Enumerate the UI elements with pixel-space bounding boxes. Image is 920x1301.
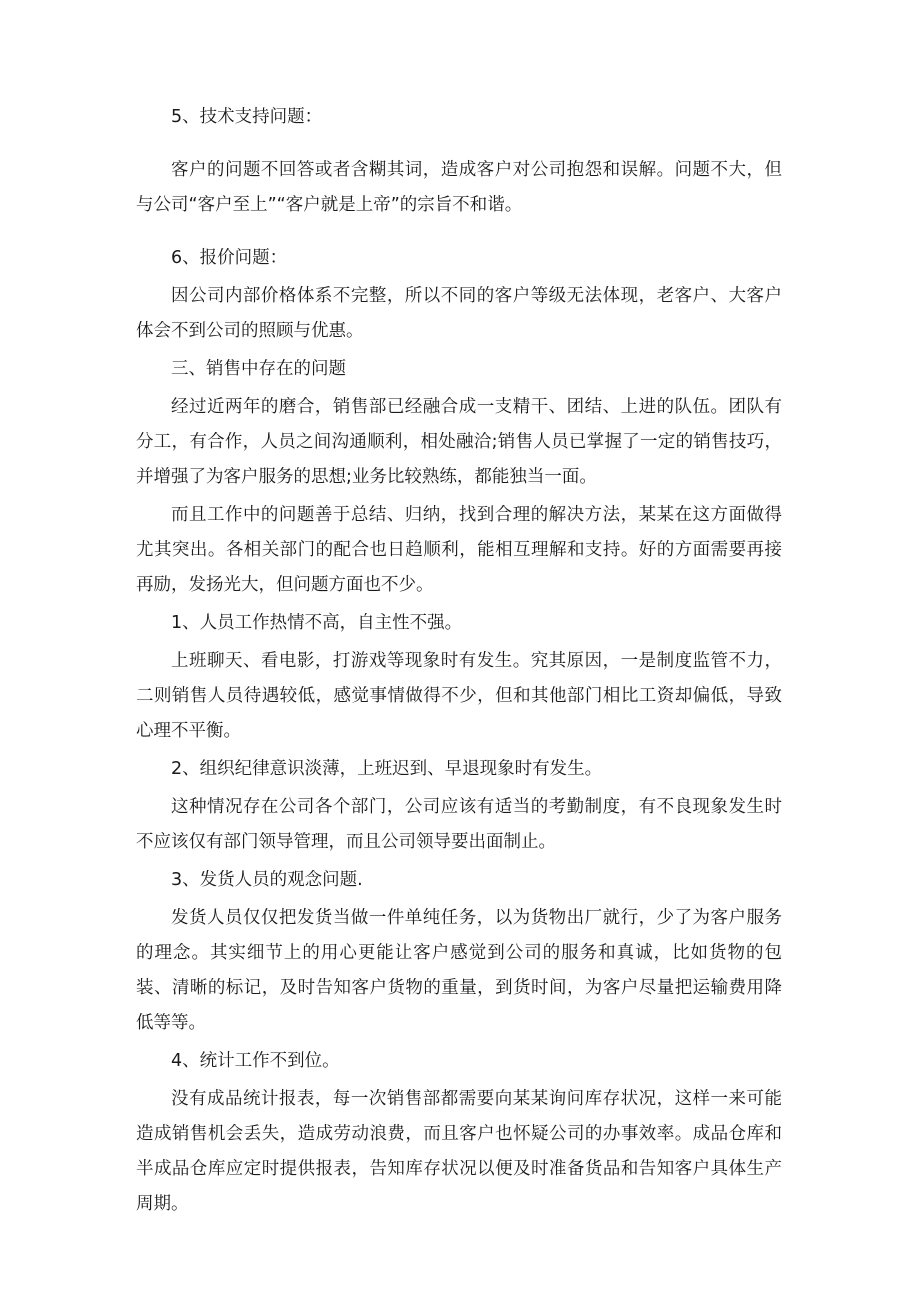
item-heading-enthusiasm: 1、人员工作热情不高，自主性不强。 [171,613,463,633]
paragraph-quotation: 因公司内部价格体系不完整，所以不同的客户等级无法体现，老客户、大客户体会不到公司的照顾与优惠。 [136,286,782,341]
paragraph-enthusiasm: 上班聊天、看电影，打游戏等现象时有发生。究其原因，一是制度监管不力，二则销售人员待遇较低，感觉事情做得不少，但和其他部门相比工资却偏低，导致心理不平衡。 [136,651,782,741]
paragraph-discipline: 这种情况存在公司各个部门，公司应该有适当的考勤制度，有不良现象发生时不应该仅有部门领导管理，而且公司领导要出面制止。 [136,797,782,852]
item-heading-shipping: 3、发货人员的观念问题. [171,870,363,890]
item-heading-discipline: 2、组织纪律意识淡薄，上班迟到、早退现象时有发生。 [171,759,603,779]
section-heading-quotation: 6、报价问题： [171,248,288,268]
item-heading-statistics: 4、统计工作不到位。 [171,1051,340,1071]
section-heading-sales-problems: 三、销售中存在的问题 [171,359,346,379]
paragraph-sales-summary: 而且工作中的问题善于总结、归纳，找到合理的解决方法，某某在这方面做得尤其突出。各相关部门的配合也日趋顺利，能相互理解和支持。好的方面需要再接再励，发扬光大，但问题方面也不少。 [136,505,782,595]
paragraph-statistics: 没有成品统计报表，每一次销售部都需要向某某询问库存状况，这样一来可能造成销售机会丢失，造成劳动浪费，而且客户也怀疑公司的办事效率。成品仓库和半成品仓库应定时提供报表，告知库存状况以便及时准备货品和告知客户具体生产周期。 [136,1089,782,1214]
paragraph-sales-team: 经过近两年的磨合，销售部已经融合成一支精干、团结、上进的队伍。团队有分工，有合作，人员之间沟通顺利，相处融洽;销售人员已掌握了一定的销售技巧，并增强了为客户服务的思想;业务比较熟练，都能独当一面。 [136,397,782,487]
paragraph-shipping: 发货人员仅仅把发货当做一件单纯任务，以为货物出厂就行，少了为客户服务的理念。其实细节上的用心更能让客户感觉到公司的服务和真诚，比如货物的包装、清晰的标记，及时告知客户货物的重量，到货时间，为客户尽量把运输费用降低等等。 [136,908,782,1033]
section-heading-technical-support: 5、技术支持问题： [171,107,323,127]
document-body [136,100,782,1222]
paragraph-technical-support: 客户的问题不回答或者含糊其词，造成客户对公司抱怨和误解。问题不大，但与公司“客户至上”“客户就是上帝”的宗旨不和谐。 [136,160,782,215]
